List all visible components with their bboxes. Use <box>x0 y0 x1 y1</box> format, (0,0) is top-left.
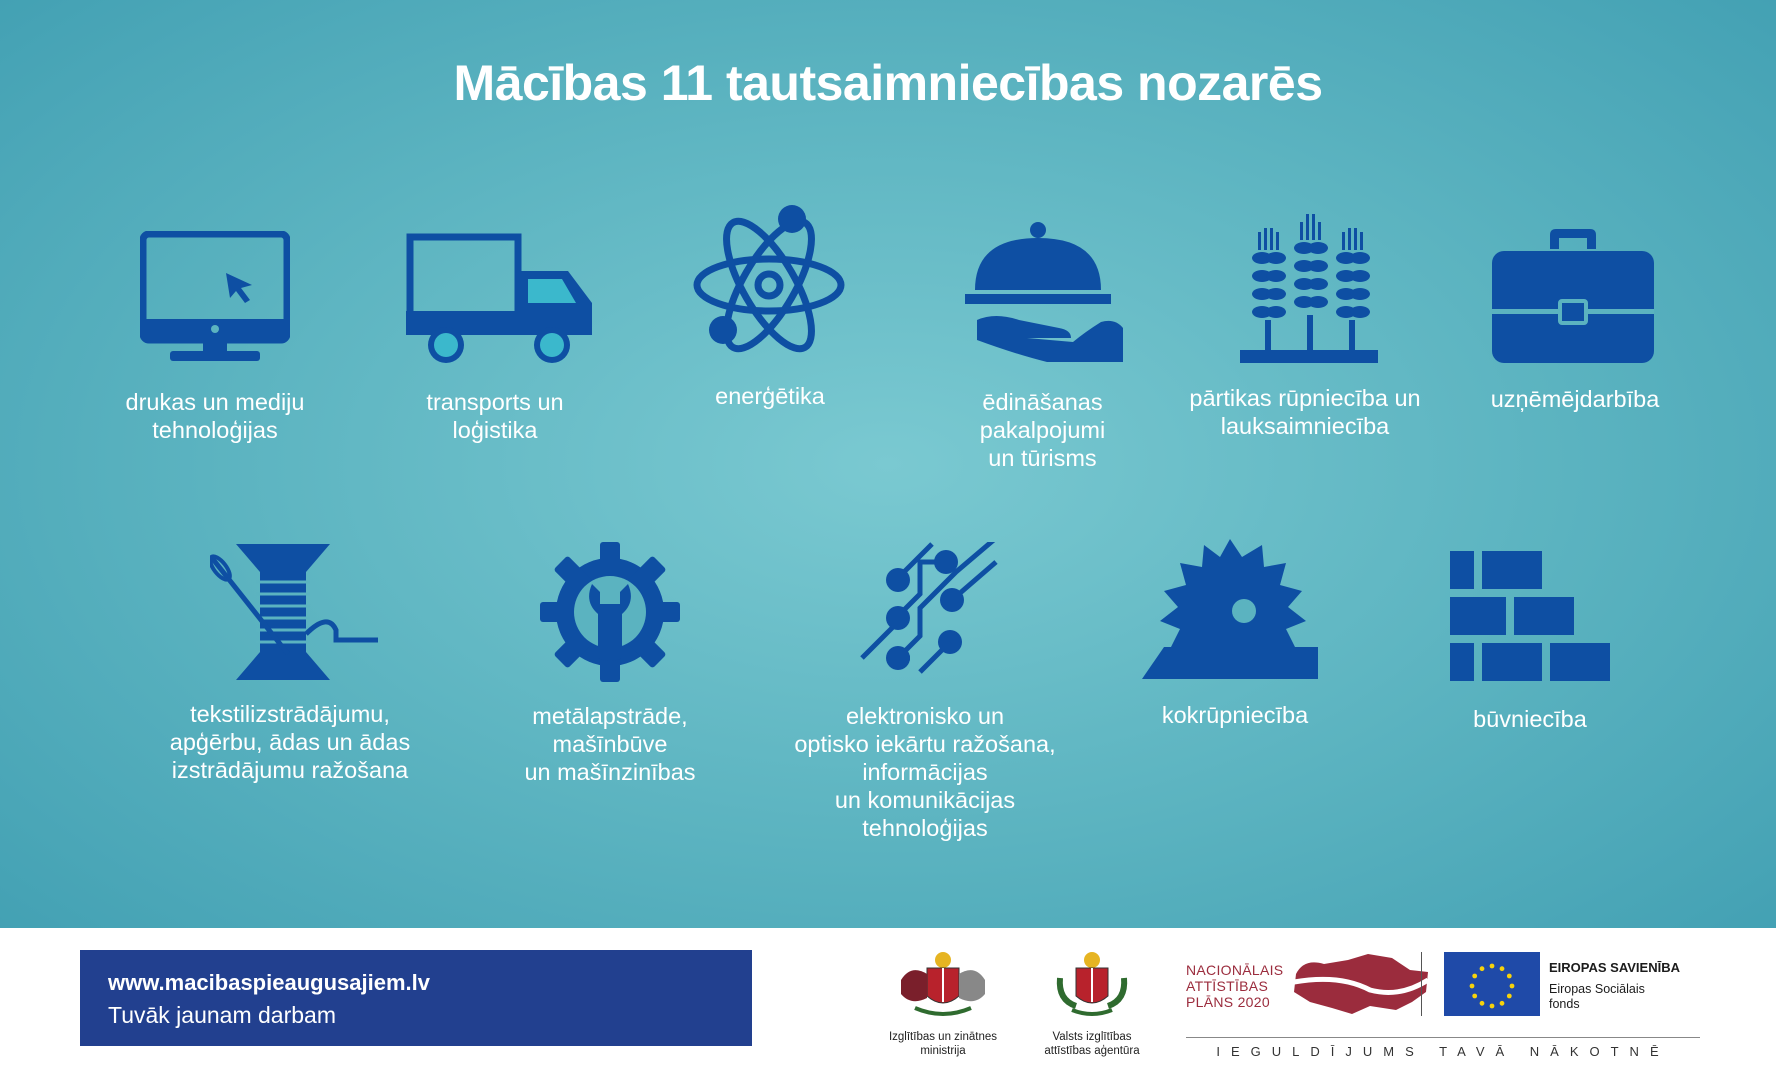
eu-fund-name: Eiropas Sociālais fonds <box>1549 982 1645 1011</box>
thread-spool-needle-icon <box>210 542 380 682</box>
sector-label: pārtikas rūpniecība un lauksaimniecība <box>1189 385 1421 439</box>
nap2020-logo-text: NACIONĀLAIS ATTĪSTĪBAS PLĀNS 2020 <box>1186 962 1284 1010</box>
brick-wall-icon <box>1448 549 1614 681</box>
sector-business <box>1480 225 1670 425</box>
sector-label: elektronisko un optisko iekārtu ražošana, informācijas un komunikācijas tehnoloģijas <box>794 703 1056 841</box>
sector-energy <box>680 200 860 420</box>
atom-icon <box>693 202 845 368</box>
sector-label: tekstilizstrādājumu, apģērbu, ādas un ādas izstrādājumu ražošana <box>169 701 411 783</box>
latvia-map-logo <box>1290 952 1432 1016</box>
agency-caption: Valsts izglītības attīstības aģentūra <box>1044 1031 1140 1057</box>
sector-label: drukas un mediju tehnoloģijas <box>125 389 305 443</box>
sector-construction <box>1440 545 1620 745</box>
slogan-divider <box>1186 1037 1700 1038</box>
ministry-caption: Izglītības un zinātnes ministrija <box>888 1031 998 1057</box>
delivery-truck-icon <box>406 233 596 365</box>
eu-flag-icon <box>1444 952 1540 1016</box>
footer <box>0 928 1776 1080</box>
ministry-coat-of-arms-logo <box>893 950 993 1020</box>
slogan: IEGULDĪJUMS TAVĀ NĀKOTNĒ <box>1216 1044 1670 1059</box>
computer-monitor-icon <box>140 231 290 363</box>
sector-label: uzņēmējdarbība <box>1490 386 1660 412</box>
sector-label: kokrūpniecība <box>1161 702 1309 728</box>
logo-divider <box>1421 952 1422 1016</box>
sector-woodworking <box>1140 535 1330 755</box>
serving-cloche-hand-icon <box>965 220 1125 366</box>
circular-saw-icon <box>1140 537 1322 687</box>
agency-coat-of-arms-logo <box>1054 950 1130 1020</box>
sector-catering <box>955 220 1130 470</box>
gear-wrench-icon <box>540 542 680 682</box>
sector-label: enerģētika <box>715 383 825 409</box>
eu-title: EIROPAS SAVIENĪBA <box>1549 960 1680 975</box>
sector-label: būvniecība <box>1473 706 1587 732</box>
sector-label: metālapstrāde, mašīnbūve un mašīnzinības <box>524 703 696 785</box>
sector-label: transports un loģistika <box>426 389 564 443</box>
website-link[interactable]: www.macibaspieaugusajiem.lv <box>108 970 430 995</box>
sector-electronics <box>775 540 1075 850</box>
sector-textiles <box>155 540 425 790</box>
page-title: Mācības 11 tautsaimniecības nozarēs <box>453 55 1323 111</box>
sector-media <box>120 225 310 443</box>
wheat-icon <box>1240 210 1380 365</box>
circuit-icon <box>860 542 1000 682</box>
website-banner[interactable] <box>80 950 752 1046</box>
sector-label: ēdināšanas pakalpojumi un tūrisms <box>979 389 1106 471</box>
briefcase-icon <box>1490 229 1656 365</box>
sector-food-agriculture <box>1180 210 1430 440</box>
sector-metalworking <box>510 540 710 790</box>
tagline: Tuvāk jaunam darbam <box>108 1002 336 1028</box>
sector-transport <box>400 225 590 443</box>
